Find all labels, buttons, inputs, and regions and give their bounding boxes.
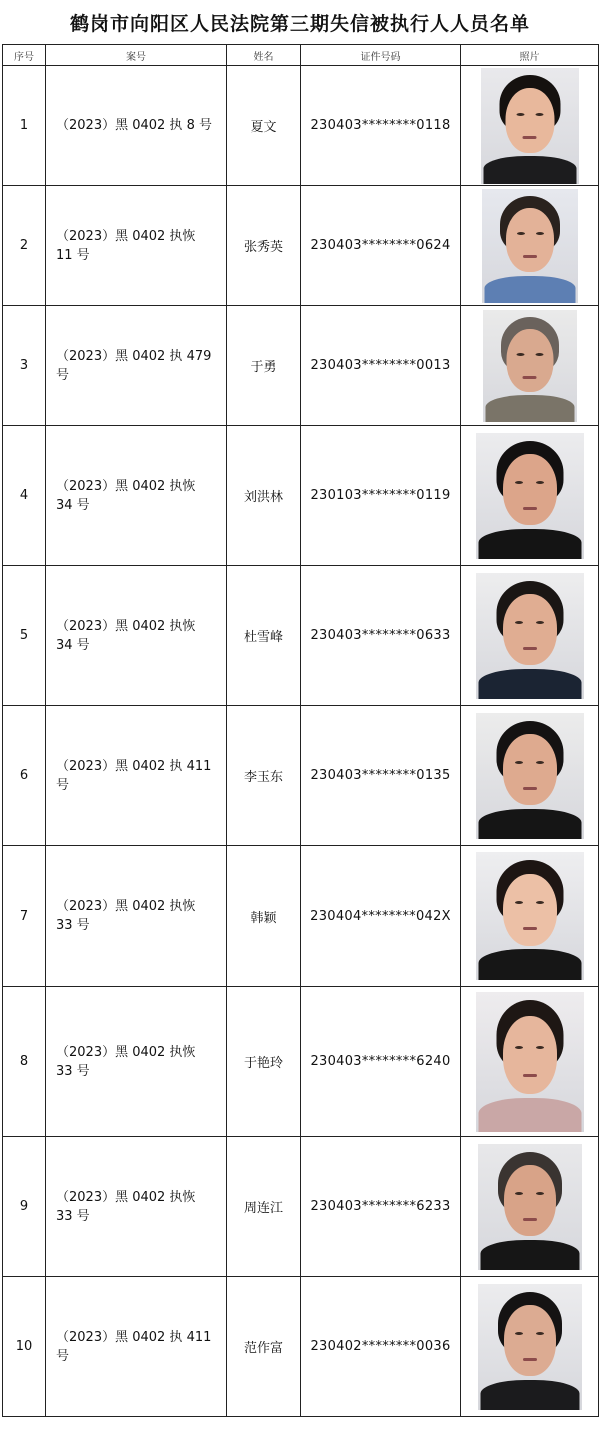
page-title: 鹤岗市向阳区人民法院第三期失信被执行人人员名单 [69,12,530,35]
header-case-number: 案号 [46,45,227,66]
id-number-cell: 230103********0119 [301,426,461,566]
case-number-text: （2023）黑 0402 执恢 33 号 [56,1189,196,1224]
portrait-face [506,329,553,392]
table-row [3,566,599,706]
case-number-cell [46,1277,227,1417]
name-cell: 李玉东 [227,706,301,846]
portrait-mouth [523,927,537,930]
table-row [3,66,599,186]
header-name: 姓名 [227,45,301,66]
portrait-photo [476,573,584,699]
seq-cell: 1 [3,66,46,186]
case-number-cell [46,1137,227,1277]
case-number-text: （2023）黑 0402 执恢 33 号 [56,899,196,933]
portrait-mouth [523,255,537,258]
case-number-cell [46,987,227,1137]
portrait-mouth [523,507,537,510]
portrait-photo [482,189,578,303]
portrait-photo [483,310,577,422]
id-number-cell: 230403********0633 [301,566,461,706]
portrait-shoulders [480,1240,579,1270]
case-number-text: （2023）黑 0402 执 411 号 [56,758,212,793]
case-number-cell [46,306,227,426]
table-row [3,1137,599,1277]
case-number-cell [46,426,227,566]
name-cell: 张秀英 [227,186,301,306]
case-number-text: （2023）黑 0402 执 411 号 [56,1329,212,1364]
case-number-text: （2023）黑 0402 执恢 33 号 [56,1044,196,1079]
name-cell: 范作富 [227,1277,301,1417]
portrait-shoulders [483,156,576,184]
table-header-row [3,45,599,66]
case-number-text: （2023）黑 0402 执恢 34 号 [56,478,196,513]
portrait-shoulders [478,669,581,699]
name-cell: 夏文 [227,66,301,186]
photo-cell [461,306,599,426]
table-row [3,306,599,426]
id-number-cell: 230402********0036 [301,1277,461,1417]
portrait-eye [536,621,544,624]
portrait-eye [536,761,544,764]
portrait-eye [515,1192,523,1195]
portrait-eye [515,1332,523,1335]
portrait-eye [536,901,544,904]
seq-cell: 3 [3,306,46,426]
photo-cell [461,1277,599,1417]
portrait-face [504,1305,556,1376]
portrait-mouth [523,1218,537,1221]
portrait-mouth [523,1074,537,1077]
portrait-eye [515,481,523,484]
photo-cell [461,186,599,306]
portrait-face [505,88,554,153]
seq-cell: 8 [3,987,46,1137]
portrait-eye [535,353,543,356]
photo-cell [461,66,599,186]
seq-cell: 2 [3,186,46,306]
name-cell: 于勇 [227,306,301,426]
photo-cell [461,846,599,987]
seq-cell: 5 [3,566,46,706]
seq-cell: 4 [3,426,46,566]
portrait-face [506,208,554,272]
portrait-shoulders [484,276,575,303]
table-row [3,846,599,987]
table-row [3,706,599,846]
portrait-eye [516,113,524,116]
seq-cell: 10 [3,1277,46,1417]
portrait-shoulders [478,529,581,559]
name-cell: 刘洪林 [227,426,301,566]
portrait-photo [476,852,584,980]
photo-cell [461,987,599,1137]
portrait-eye [515,621,523,624]
id-number-cell: 230403********6240 [301,987,461,1137]
defaulter-table [2,44,599,1417]
portrait-mouth [523,787,537,790]
portrait-face [503,454,557,525]
portrait-eye [536,232,544,235]
portrait-face [503,1016,557,1094]
portrait-eye [536,481,544,484]
header-id-number: 证件号码 [301,45,461,66]
seq-cell: 6 [3,706,46,846]
photo-cell [461,1137,599,1277]
portrait-eye [515,1046,523,1049]
case-number-text: （2023）黑 0402 执恢 34 号 [56,618,196,653]
portrait-shoulders [485,395,574,422]
name-cell: 杜雪峰 [227,566,301,706]
name-cell: 韩颖 [227,846,301,987]
portrait-photo [478,1144,582,1270]
portrait-eye [536,1332,544,1335]
case-number-cell [46,66,227,186]
portrait-photo [478,1284,582,1410]
id-number-cell: 230403********0013 [301,306,461,426]
portrait-photo [476,433,584,559]
name-cell: 周连江 [227,1137,301,1277]
case-number-text: （2023）黑 0402 执 8 号 [56,118,212,133]
photo-cell [461,426,599,566]
table-row [3,186,599,306]
portrait-eye [515,761,523,764]
portrait-shoulders [478,949,581,980]
table-row [3,426,599,566]
portrait-mouth [523,647,537,650]
portrait-eye [535,113,543,116]
seq-cell: 7 [3,846,46,987]
case-number-cell [46,846,227,987]
portrait-shoulders [478,809,581,839]
header-seq: 序号 [3,45,46,66]
portrait-eye [517,232,525,235]
table-row [3,1277,599,1417]
id-number-cell: 230403********0135 [301,706,461,846]
case-number-text: （2023）黑 0402 执 479 号 [56,348,212,383]
photo-cell [461,706,599,846]
case-number-cell [46,186,227,306]
case-number-cell [46,566,227,706]
portrait-photo [481,68,579,184]
portrait-face [504,1165,556,1236]
photo-cell [461,566,599,706]
portrait-eye [516,353,524,356]
portrait-mouth [523,136,537,139]
seq-cell: 9 [3,1137,46,1277]
portrait-face [503,874,557,946]
portrait-mouth [523,1358,537,1361]
portrait-eye [515,901,523,904]
id-number-cell: 230403********6233 [301,1137,461,1277]
portrait-face [503,594,557,665]
id-number-cell: 230403********0624 [301,186,461,306]
case-number-text: （2023）黑 0402 执恢 11 号 [56,228,196,263]
portrait-photo [476,713,584,839]
case-number-cell [46,706,227,846]
id-number-cell: 230403********0118 [301,66,461,186]
id-number-cell: 230404********042X [301,846,461,987]
table-row [3,987,599,1137]
portrait-eye [536,1192,544,1195]
header-photo: 照片 [461,45,599,66]
name-cell: 于艳玲 [227,987,301,1137]
portrait-shoulders [478,1098,581,1132]
portrait-shoulders [480,1380,579,1410]
portrait-eye [536,1046,544,1049]
portrait-face [503,734,557,805]
portrait-mouth [523,376,537,379]
portrait-photo [476,992,584,1132]
